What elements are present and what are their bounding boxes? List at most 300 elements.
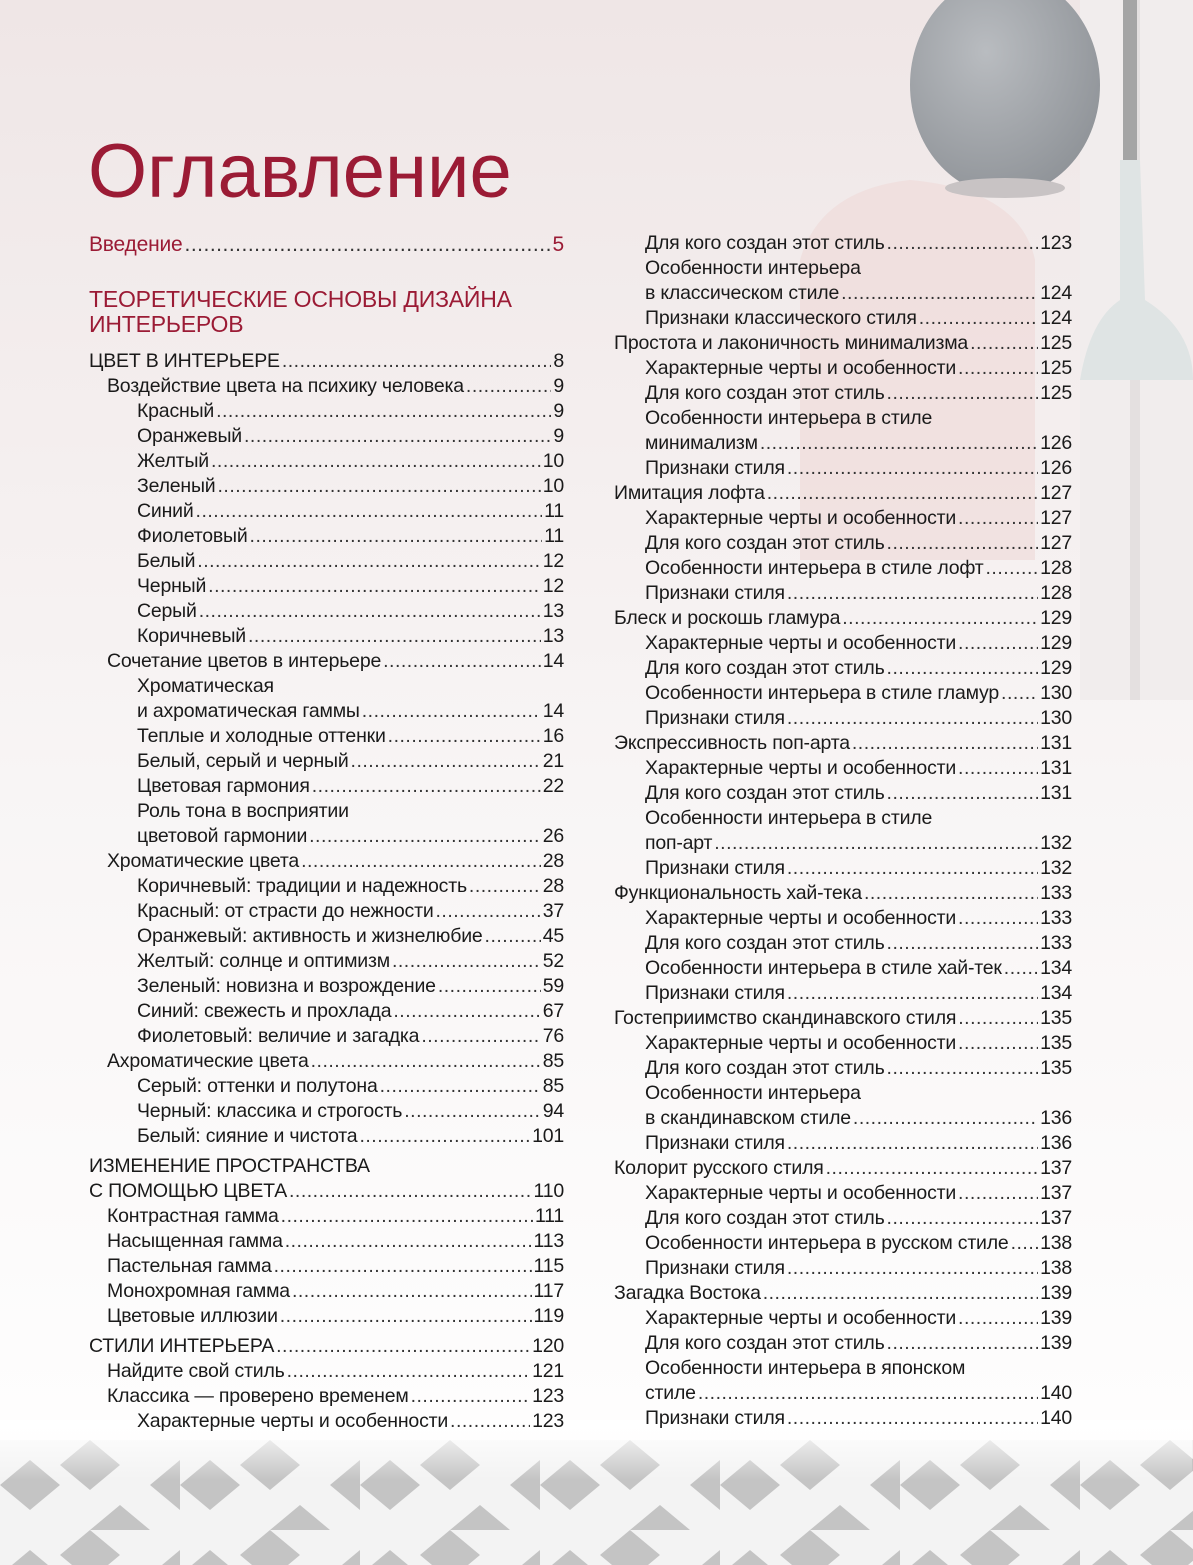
entry-page: 11 [544,525,564,547]
entry-title: Характерные черты и особенности [645,357,957,379]
entry-page: 13 [542,625,564,647]
toc-entry[interactable] [89,774,564,799]
dot-leader [887,531,1039,556]
entry-page: 119 [533,1305,564,1327]
toc-entry[interactable] [614,331,1072,356]
entry-title: Ахроматические цвета [107,1050,309,1072]
entry-page: 136 [1040,1107,1072,1129]
entry-page: 127 [1040,482,1072,504]
toc-entry[interactable] [614,1056,1072,1081]
dot-leader [763,1281,1038,1306]
dot-leader [698,1381,1038,1406]
toc-entry[interactable] [614,706,1072,731]
dot-leader [887,231,1039,256]
dot-leader [842,606,1038,631]
toc-entry[interactable] [614,281,1072,306]
entry-title: Насыщенная гамма [107,1230,283,1252]
toc-entry[interactable] [614,356,1072,381]
toc-entry[interactable] [89,974,564,999]
entry-title: Для кого создан этот стиль [645,532,885,554]
dot-leader [421,1024,540,1049]
dot-leader [958,1006,1038,1031]
entry-page: 124 [1040,282,1072,304]
dot-leader [887,931,1039,956]
entry-page: 135 [1040,1057,1072,1079]
section-heading: ТЕОРЕТИЧЕСКИЕ ОСНОВЫ ДИЗАЙНА [89,286,512,312]
dot-leader [787,456,1038,481]
toc-entry[interactable] [89,349,564,374]
entry-title: Сочетание цветов в интерьере [107,650,382,672]
toc-entry[interactable] [614,581,1072,606]
dot-leader [887,1206,1039,1231]
entry-title: Для кого создан этот стиль [645,657,885,679]
dot-leader [852,731,1038,756]
dot-leader [970,331,1038,356]
toc-entry[interactable] [89,1384,564,1409]
entry-title: Желтый [137,450,209,472]
toc-entry[interactable] [89,574,564,599]
dot-leader [958,1031,1038,1056]
toc-entry[interactable] [89,1359,564,1384]
toc-entry[interactable] [614,856,1072,881]
entry-title: Для кого создан этот стиль [645,232,885,254]
toc-entry[interactable] [89,1049,564,1074]
entry-page: 117 [533,1280,564,1302]
toc-entry[interactable] [89,849,564,874]
entry-title: Особенности интерьера в русском стиле [645,1232,1009,1254]
entry-title: Коричневый [137,625,246,647]
entry-title: Серый: оттенки и полутона [137,1075,378,1097]
entry-page: 137 [1040,1207,1072,1229]
dot-leader [362,699,541,724]
entry-title: С ПОМОЩЬЮ ЦВЕТА [89,1180,287,1202]
dot-leader [289,1179,532,1204]
dot-leader [282,349,552,374]
toc-entry[interactable] [89,1024,564,1049]
dot-leader [841,281,1038,306]
entry-page: 139 [1040,1282,1072,1304]
toc-entry[interactable] [89,1304,564,1329]
toc-entry[interactable] [614,406,1072,431]
dot-leader [986,556,1039,581]
entry-page: 59 [542,975,564,997]
toc-entry[interactable] [614,1156,1072,1181]
toc-entry[interactable] [89,1254,564,1279]
entry-page: 13 [542,600,564,622]
entry-page: 101 [532,1125,564,1147]
dot-leader [280,1304,532,1329]
entry-title: Синий [137,500,194,522]
section-heading: ИНТЕРЬЕРОВ [89,311,244,337]
toc-entry[interactable] [614,381,1072,406]
dot-leader [1011,1231,1038,1256]
entry-page: 140 [1040,1382,1072,1404]
entry-page: 21 [542,750,564,772]
entry-title: Черный: классика и строгость [137,1100,403,1122]
entry-title: Желтый: солнце и оптимизм [137,950,390,972]
entry-page: 10 [542,475,564,497]
entry-title: Классика — проверено временем [107,1385,409,1407]
toc-entry[interactable] [614,1081,1072,1106]
entry-title: поп-арт [645,832,713,854]
toc-entry[interactable] [89,1409,564,1434]
entry-page: 123 [1040,232,1072,254]
toc-entry[interactable] [614,631,1072,656]
entry-page: 131 [1040,782,1072,804]
entry-page: 111 [534,1205,564,1227]
dot-leader [864,881,1038,906]
toc-entry[interactable] [89,1179,564,1204]
entry-page: 52 [542,950,564,972]
entry-page: 94 [542,1100,564,1122]
dot-leader [393,999,540,1024]
dot-leader [392,949,541,974]
entry-page: 127 [1040,532,1072,554]
dot-leader [383,649,541,674]
entry-page: 8 [553,350,564,372]
entry-page: 133 [1040,882,1072,904]
toc-entry[interactable] [89,624,564,649]
entry-title: СТИЛИ ИНТЕРЬЕРА [89,1335,275,1357]
entry-title: Пастельная гамма [107,1255,272,1277]
toc-entry[interactable] [614,681,1072,706]
dot-leader [208,574,541,599]
entry-title: Для кого создан этот стиль [645,1057,885,1079]
dot-leader [292,1279,532,1304]
dot-leader [887,781,1039,806]
dot-leader [958,1306,1038,1331]
dot-leader [411,1384,530,1409]
entry-title: Для кого создан этот стиль [645,1207,885,1229]
entry-page: 124 [1040,307,1072,329]
entry-title: в классическом стиле [645,282,840,304]
entry-title: Характерные черты и особенности [645,507,957,529]
dot-leader [760,431,1038,456]
dot-leader [787,581,1038,606]
dot-leader [887,381,1039,406]
entry-title: Для кого создан этот стиль [645,382,885,404]
entry-page: 136 [1040,1132,1072,1154]
toc-entry[interactable] [89,1124,564,1149]
entry-page: 12 [542,575,564,597]
entry-title: цветовой гармонии [137,825,308,847]
entry-title: Особенности интерьера в японском [645,1357,966,1379]
entry-title: и ахроматическая гаммы [137,700,360,722]
toc-entry[interactable] [614,1356,1072,1381]
toc-entry[interactable] [89,874,564,899]
entry-title: Простота и лаконичность минимализма [614,332,969,354]
toc-entry[interactable] [89,999,564,1024]
entry-title: Особенности интерьера в стиле [645,807,933,829]
entry-title: Особенности интерьера в стиле гламур [645,682,1000,704]
entry-title: Признаки классического стиля [645,307,917,329]
entry-page: 133 [1040,907,1072,929]
dot-leader [217,474,540,499]
dot-leader [714,831,1038,856]
toc-entry[interactable] [89,524,564,549]
entry-page: 139 [1040,1307,1072,1329]
entry-title: ЦВЕТ В ИНТЕРЬЕРЕ [89,350,280,372]
dot-leader [244,424,551,449]
toc-entry[interactable] [614,256,1072,281]
dot-leader [309,824,541,849]
entry-title: Черный [137,575,207,597]
toc-entry[interactable] [89,599,564,624]
toc-entry[interactable] [89,424,564,449]
entry-title: Характерные черты и особенности [645,1032,957,1054]
toc-entry[interactable] [614,1331,1072,1356]
toc-entry[interactable] [89,1229,564,1254]
entry-page: 135 [1040,1007,1072,1029]
entry-page: 14 [542,650,564,672]
entry-title: Особенности интерьера в стиле лофт [645,557,984,579]
entry-title: Введение [89,233,183,256]
entry-title: Для кого создан этот стиль [645,932,885,954]
toc-entry[interactable] [614,906,1072,931]
entry-title: Белый, серый и черный [137,750,349,772]
toc-entry[interactable] [89,399,564,424]
toc-entry[interactable] [614,1281,1072,1306]
dot-leader [787,856,1038,881]
entry-title: Характерные черты и особенности [645,1182,957,1204]
toc-entry[interactable] [89,1099,564,1124]
entry-page: 76 [542,1025,564,1047]
toc-entry[interactable] [614,731,1072,756]
entry-title: Синий: свежесть и прохлада [137,1000,392,1022]
toc-entry[interactable] [89,949,564,974]
toc-entry[interactable] [89,499,564,524]
toc-entry[interactable] [614,531,1072,556]
dot-leader [312,774,541,799]
dot-leader [826,1156,1038,1181]
entry-page: 16 [542,725,564,747]
toc-entry[interactable] [614,1106,1072,1131]
toc-entry[interactable] [614,806,1072,831]
entry-page: 22 [542,775,564,797]
entry-title: Цветовая гармония [137,775,310,797]
entry-title: Признаки стиля [645,457,785,479]
entry-title: Монохромная гамма [107,1280,290,1302]
entry-page: 129 [1040,607,1072,629]
dot-leader [958,506,1038,531]
dot-leader [388,724,541,749]
dot-leader [199,599,541,624]
dot-leader [216,399,551,424]
toc-entry[interactable] [89,674,564,699]
entry-page: 133 [1040,932,1072,954]
toc-entry[interactable] [614,1031,1072,1056]
dot-leader [958,631,1038,656]
toc-entry[interactable] [89,924,564,949]
dot-leader [438,974,541,999]
toc-entry[interactable] [89,799,564,824]
toc-entry[interactable] [614,1381,1072,1406]
toc-entry[interactable] [89,1279,564,1304]
toc-entry[interactable] [89,474,564,499]
entry-title: Для кого создан этот стиль [645,1332,885,1354]
entry-page: 85 [542,1050,564,1072]
entry-title: стиле [645,1382,696,1404]
dot-leader [197,549,540,574]
entry-page: 85 [542,1075,564,1097]
entry-page: 9 [553,400,564,422]
entry-title: Цветовые иллюзии [107,1305,278,1327]
entry-page: 131 [1040,757,1072,779]
toc-entry[interactable] [614,506,1072,531]
entry-page: 134 [1040,982,1072,1004]
toc-entry[interactable] [614,556,1072,581]
toc-entry[interactable] [614,481,1072,506]
toc-entry[interactable] [89,1334,564,1359]
dot-leader [1004,956,1038,981]
entry-page: 137 [1040,1182,1072,1204]
toc-entry[interactable] [614,881,1072,906]
entry-title: ИЗМЕНЕНИЕ ПРОСТРАНСТВА [89,1155,370,1177]
entry-title: Оранжевый: активность и жизнелюбие [137,925,483,947]
toc-entry[interactable] [89,649,564,674]
dot-leader [767,481,1038,506]
entry-page: 134 [1040,957,1072,979]
toc-entry[interactable] [614,956,1072,981]
toc-entry[interactable] [614,1231,1072,1256]
page-title: Оглавление [88,129,512,214]
toc-entry[interactable] [614,981,1072,1006]
toc-entry[interactable] [614,456,1072,481]
dot-leader [485,924,541,949]
entry-title: Коричневый: традиции и надежность [137,875,467,897]
entry-title: Теплые и холодные оттенки [137,725,386,747]
entry-title: Признаки стиля [645,1407,785,1429]
toc-entry[interactable] [614,1256,1072,1281]
entry-page: 125 [1040,332,1072,354]
dot-leader [450,1409,530,1434]
toc-entry-intro[interactable] [89,232,564,257]
entry-title: Зеленый [137,475,216,497]
entry-page: 128 [1040,557,1072,579]
dot-leader [958,756,1038,781]
toc-entry[interactable] [614,231,1072,256]
entry-page: 132 [1040,857,1072,879]
entry-title: Функциональность хай-тека [614,882,862,904]
toc-entry[interactable] [89,1154,564,1179]
toc-entry[interactable] [614,1306,1072,1331]
toc-entry[interactable] [614,306,1072,331]
entry-page: 28 [542,850,564,872]
entry-title: Загадка Востока [614,1282,761,1304]
dot-leader [787,706,1038,731]
entry-page: 9 [553,425,564,447]
toc-entry[interactable] [614,606,1072,631]
toc-entry[interactable] [89,449,564,474]
entry-title: Для кого создан этот стиль [645,782,885,804]
entry-title: Характерные черты и особенности [645,1307,957,1329]
entry-page: 37 [542,900,564,922]
entry-page: 128 [1040,582,1072,604]
entry-title: Роль тона в восприятии [137,800,349,822]
entry-page: 12 [542,550,564,572]
entry-page: 127 [1040,507,1072,529]
entry-page: 125 [1040,357,1072,379]
dot-leader [1001,681,1038,706]
entry-page: 140 [1040,1407,1072,1429]
dot-leader [887,656,1039,681]
toc-entry[interactable] [614,756,1072,781]
entry-title: Особенности интерьера [645,1082,861,1104]
entry-title: Экспрессивность поп-арта [614,732,850,754]
toc-entry[interactable] [89,1074,564,1099]
toc-entry[interactable] [89,549,564,574]
toc-entry[interactable] [614,781,1072,806]
entry-page: 115 [533,1255,564,1277]
entry-page: 137 [1040,1157,1072,1179]
toc-entry[interactable] [614,1006,1072,1031]
dot-leader [958,356,1038,381]
toc-entry[interactable] [89,699,564,724]
entry-page: 26 [542,825,564,847]
entry-page: 135 [1040,1032,1072,1054]
entry-title: Фиолетовый: величие и загадка [137,1025,420,1047]
toc-entry[interactable] [89,749,564,774]
entry-page: 130 [1040,707,1072,729]
dot-leader [436,899,541,924]
entry-title: Воздействие цвета на психику человека [107,375,464,397]
entry-page: 14 [542,700,564,722]
toc-entry[interactable] [89,1204,564,1229]
dot-leader [274,1254,532,1279]
entry-page: 138 [1040,1232,1072,1254]
entry-title: Особенности интерьера в стиле хай-тек [645,957,1002,979]
dot-leader [887,1331,1039,1356]
entry-page: 11 [544,500,564,522]
dot-leader [958,1181,1038,1206]
toc-entry[interactable] [614,1181,1072,1206]
entry-page: 129 [1040,632,1072,654]
dot-leader [380,1074,541,1099]
entry-title: Особенности интерьера [645,257,861,279]
toc-entry[interactable] [614,931,1072,956]
toc-entry[interactable] [614,656,1072,681]
toc-entry[interactable] [614,1206,1072,1231]
entry-title: Блеск и роскошь гламура [614,607,841,629]
toc-entry[interactable] [89,724,564,749]
entry-title: минимализм [645,432,758,454]
entry-title: в скандинавском стиле [645,1107,851,1129]
dot-leader [466,374,551,399]
dot-leader [281,1204,533,1229]
toc-entry[interactable] [614,431,1072,456]
dot-leader [351,749,541,774]
entry-page: 121 [532,1360,564,1382]
entry-title: Хроматические цвета [107,850,300,872]
toc-entry[interactable] [89,824,564,849]
entry-title: Гостеприимство скандинавского стиля [614,1007,957,1029]
dot-leader [359,1124,530,1149]
toc-entry[interactable] [89,899,564,924]
entry-page: 9 [553,375,564,397]
toc-entry[interactable] [614,831,1072,856]
entry-title: Белый [137,550,196,572]
toc-entry[interactable] [614,1406,1072,1431]
entry-page: 10 [542,450,564,472]
entry-page: 123 [532,1385,564,1407]
toc-entry[interactable] [614,1131,1072,1156]
entry-title: Красный [137,400,215,422]
entry-page: 126 [1040,457,1072,479]
entry-page: 123 [532,1410,564,1432]
entry-title: Характерные черты и особенности [645,757,957,779]
entry-page: 126 [1040,432,1072,454]
toc-entry[interactable] [89,374,564,399]
